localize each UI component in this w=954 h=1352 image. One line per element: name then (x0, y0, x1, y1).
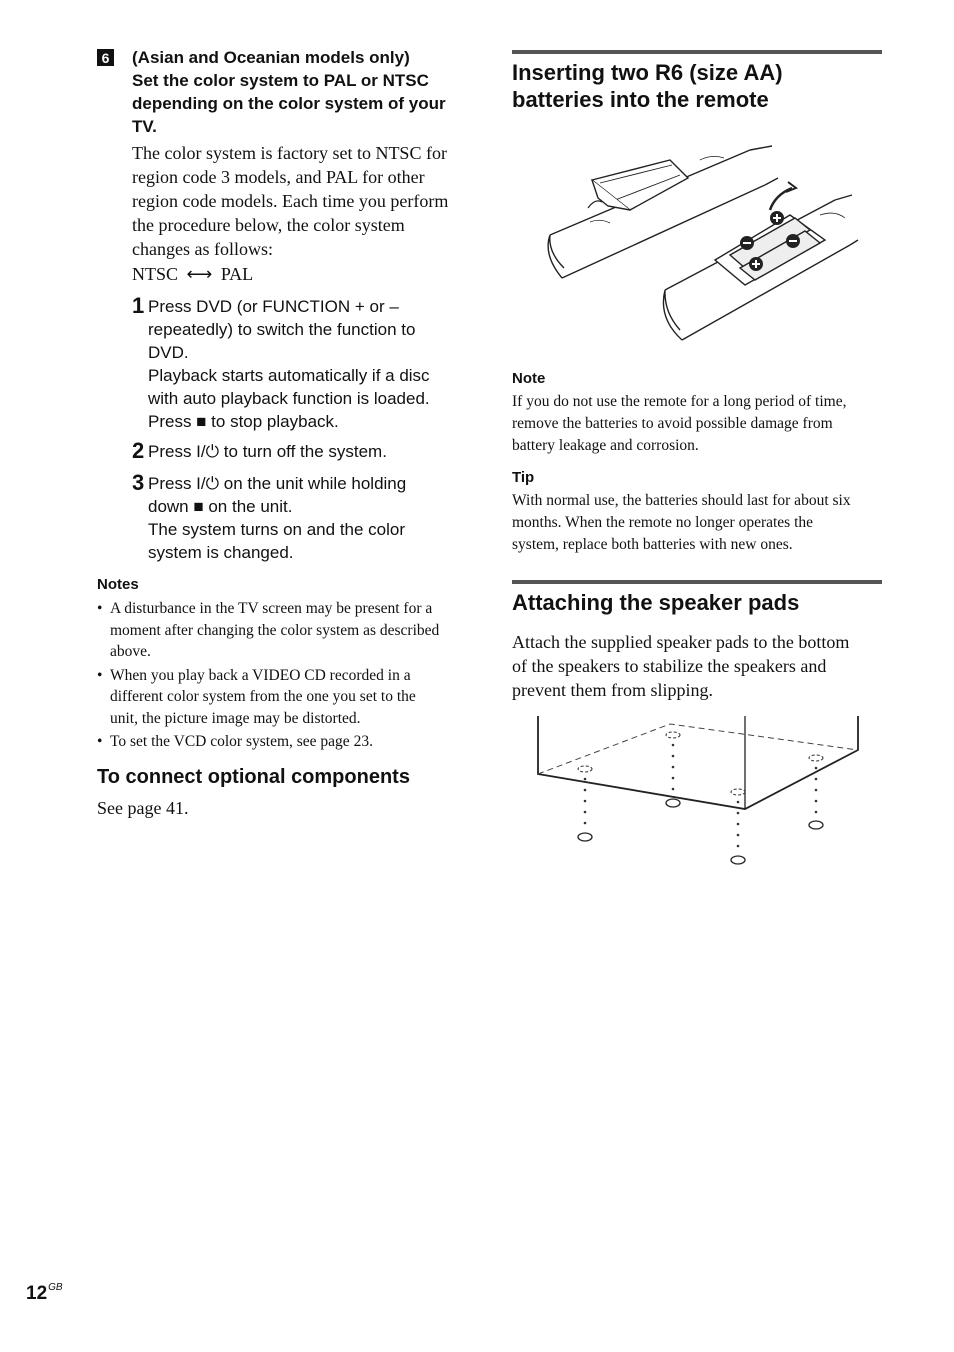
page-number-value: 12 (26, 1283, 48, 1304)
batteries-section-title (512, 59, 892, 113)
battery-note-title: Note (512, 370, 546, 387)
note-item (97, 598, 472, 663)
step-line: with auto playback function is loaded. (148, 389, 430, 408)
note-line: unit, the picture image may be distorted. (110, 709, 361, 727)
step-line: Press I/⏻ to turn off the system. (148, 442, 387, 461)
note-line: different color system from the one you set to the (110, 688, 416, 705)
step-line: Press ■ to stop playback. (148, 412, 339, 431)
step-line: The system turns on and the color (148, 520, 406, 539)
step-line: Press DVD (or FUNCTION + or – (148, 297, 399, 316)
battery-tip-title: Tip (512, 469, 535, 486)
step-line: Playback starts automatically if a disc (148, 366, 430, 385)
note-line: moment after changing the color system as described (110, 621, 440, 639)
body-line: prevent them from slipping. (512, 680, 713, 700)
title-line: Attaching the speaker pads (512, 590, 800, 615)
title-line: batteries into the remote (512, 87, 769, 112)
note-line: battery leakage and corrosion. (512, 437, 699, 454)
remote-battery-illustration (540, 140, 860, 350)
step-line: down ■ on the unit. (148, 497, 293, 516)
section-rule (512, 50, 882, 54)
note-line: remove the batteries to avoid possible damage from (512, 415, 833, 432)
intro-line: region code models. Each time you perform (132, 191, 449, 211)
note-line: If you do not use the remote for a long period of time, (512, 393, 847, 410)
speaker-pads-section-title (512, 589, 892, 616)
battery-tip-text (512, 490, 887, 556)
intro-line: the procedure below, the color system (132, 215, 405, 235)
heading-line: TV. (132, 117, 157, 136)
step-6-heading (132, 46, 472, 138)
note-item (97, 731, 472, 753)
intro-line: region code 3 models, and PAL for other (132, 167, 425, 187)
body-line: of the speakers to stabilize the speakers and (512, 656, 827, 676)
step-text (148, 295, 478, 433)
step-line: repeatedly) to switch the function to (148, 320, 416, 339)
speaker-pads-illustration (530, 712, 870, 877)
page-number-suffix: GB (48, 1282, 63, 1293)
step-number: 1 (132, 293, 145, 318)
note-item (97, 665, 472, 730)
heading-line: depending on the color system of your (132, 94, 446, 113)
step-number: 3 (132, 470, 145, 495)
connect-components-title: To connect optional components (97, 766, 410, 788)
tip-line: months. When the remote no longer operates the (512, 514, 814, 531)
cycle-ntsc: NTSC (132, 264, 179, 284)
page-number (26, 1283, 63, 1305)
color-system-intro (132, 141, 477, 261)
notes-title: Notes (97, 576, 139, 593)
tip-line: With normal use, the batteries should last for about six (512, 492, 851, 509)
step-text (148, 440, 478, 463)
speaker-pads-body (512, 630, 892, 702)
note-line: • When you play back a VIDEO CD recorded in a (110, 666, 411, 684)
connect-components-text: See page 41. (97, 798, 189, 818)
note-line: • To set the VCD color system, see page 23. (110, 733, 373, 750)
intro-line: The color system is factory set to NTSC for (132, 143, 447, 163)
note-line: above. (110, 643, 151, 660)
step-line: DVD. (148, 343, 189, 362)
cycle-pal: PAL (220, 264, 254, 284)
step-6-marker: 6 (97, 49, 114, 66)
step-line: Press I/⏻ on the unit while holding (148, 474, 407, 493)
step-text (148, 472, 478, 564)
heading-line: (Asian and Oceanian models only) (132, 48, 410, 67)
heading-line: Set the color system to PAL or NTSC (132, 71, 429, 90)
notes-list (97, 598, 472, 755)
tip-line: system, replace both batteries with new ones. (512, 536, 793, 553)
color-system-cycle (132, 262, 253, 286)
double-arrow-icon: ⟷ (186, 264, 213, 284)
note-line: • A disturbance in the TV screen may be present for a (110, 600, 433, 617)
battery-note-text (512, 391, 887, 457)
step-number: 2 (132, 438, 145, 463)
section-rule (512, 580, 882, 584)
intro-line: changes as follows: (132, 239, 273, 259)
body-line: Attach the supplied speaker pads to the bottom (512, 632, 850, 652)
step-line: system is changed. (148, 543, 294, 562)
title-line: Inserting two R6 (size AA) (512, 60, 783, 85)
